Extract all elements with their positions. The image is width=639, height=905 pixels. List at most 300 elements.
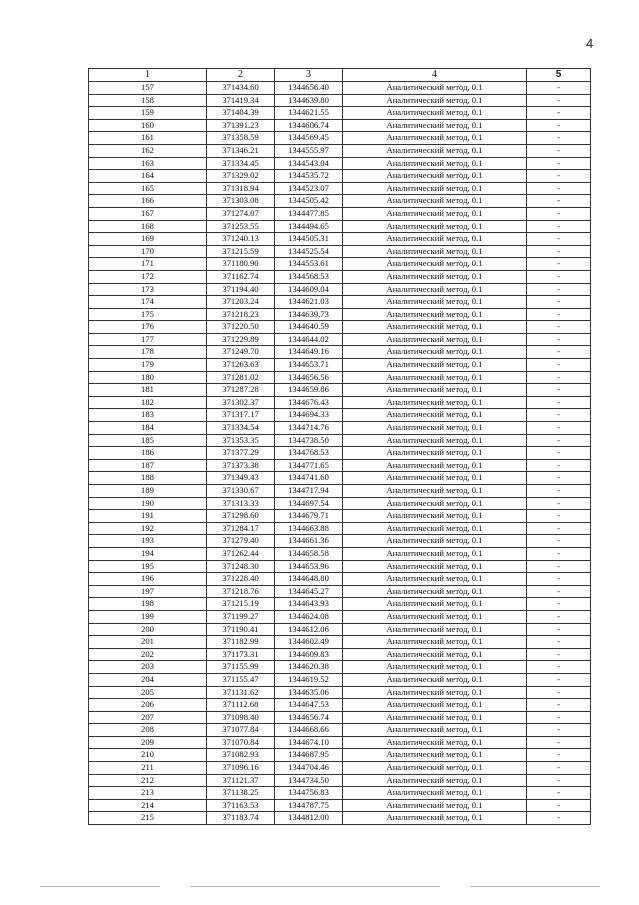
method-accuracy-cell: Аналитический метод, 0.1 [343, 749, 527, 762]
point-number-cell: 201 [89, 636, 207, 649]
method-accuracy-cell: Аналитический метод, 0.1 [343, 283, 527, 296]
method-accuracy-cell: Аналитический метод, 0.1 [343, 787, 527, 800]
point-number-cell: 192 [89, 522, 207, 535]
y-coordinate-cell: 1344569.45 [275, 132, 343, 145]
y-coordinate-cell: 1344647.53 [275, 699, 343, 712]
y-coordinate-cell: 1344676.43 [275, 396, 343, 409]
point-number-cell: 198 [89, 598, 207, 611]
y-coordinate-cell: 1344653.96 [275, 560, 343, 573]
note-cell: - [527, 321, 591, 334]
method-accuracy-cell: Аналитический метод, 0.1 [343, 711, 527, 724]
method-accuracy-cell: Аналитический метод, 0.1 [343, 673, 527, 686]
table-row [89, 560, 591, 573]
y-coordinate-cell: 1344639.73 [275, 308, 343, 321]
point-number-cell: 211 [89, 762, 207, 775]
method-accuracy-cell: Аналитический метод, 0.1 [343, 434, 527, 447]
table-row [89, 598, 591, 611]
method-accuracy-cell: Аналитический метод, 0.1 [343, 207, 527, 220]
y-coordinate-cell: 1344687.95 [275, 749, 343, 762]
point-number-cell: 183 [89, 409, 207, 422]
note-cell: - [527, 308, 591, 321]
x-coordinate-cell: 371218.76 [207, 585, 275, 598]
point-number-cell: 189 [89, 485, 207, 498]
table-row [89, 409, 591, 422]
note-cell: - [527, 522, 591, 535]
method-accuracy-cell: Аналитический метод, 0.1 [343, 396, 527, 409]
point-number-cell: 203 [89, 661, 207, 674]
point-number-cell: 215 [89, 812, 207, 825]
y-coordinate-cell: 1344523.07 [275, 182, 343, 195]
note-cell: - [527, 82, 591, 95]
table-body [89, 82, 591, 825]
table-row [89, 107, 591, 120]
point-number-cell: 174 [89, 296, 207, 309]
x-coordinate-cell: 371318.94 [207, 182, 275, 195]
y-coordinate-cell: 1344653.71 [275, 359, 343, 372]
method-accuracy-cell: Аналитический метод, 0.1 [343, 762, 527, 775]
table-row [89, 371, 591, 384]
x-coordinate-cell: 371112.68 [207, 699, 275, 712]
x-coordinate-cell: 371180.90 [207, 258, 275, 271]
y-coordinate-cell: 1344658.58 [275, 547, 343, 560]
note-cell: - [527, 711, 591, 724]
note-cell: - [527, 119, 591, 132]
note-cell: - [527, 157, 591, 170]
point-number-cell: 205 [89, 686, 207, 699]
header-col-5: 5 [527, 69, 591, 82]
note-cell: - [527, 736, 591, 749]
method-accuracy-cell: Аналитический метод, 0.1 [343, 661, 527, 674]
y-coordinate-cell: 1344635.06 [275, 686, 343, 699]
table-row [89, 762, 591, 775]
note-cell: - [527, 220, 591, 233]
method-accuracy-cell: Аналитический метод, 0.1 [343, 182, 527, 195]
x-coordinate-cell: 371194.40 [207, 283, 275, 296]
table-row [89, 447, 591, 460]
point-number-cell: 212 [89, 774, 207, 787]
point-number-cell: 166 [89, 195, 207, 208]
point-number-cell: 161 [89, 132, 207, 145]
point-number-cell: 202 [89, 648, 207, 661]
method-accuracy-cell: Аналитический метод, 0.1 [343, 472, 527, 485]
y-coordinate-cell: 1344768.53 [275, 447, 343, 460]
point-number-cell: 188 [89, 472, 207, 485]
method-accuracy-cell: Аналитический метод, 0.1 [343, 686, 527, 699]
y-coordinate-cell: 1344620.38 [275, 661, 343, 674]
method-accuracy-cell: Аналитический метод, 0.1 [343, 384, 527, 397]
note-cell: - [527, 384, 591, 397]
x-coordinate-cell: 371377.29 [207, 447, 275, 460]
table-row [89, 547, 591, 560]
note-cell: - [527, 459, 591, 472]
note-cell: - [527, 699, 591, 712]
table-row [89, 182, 591, 195]
point-number-cell: 182 [89, 396, 207, 409]
note-cell: - [527, 497, 591, 510]
method-accuracy-cell: Аналитический метод, 0.1 [343, 547, 527, 560]
method-accuracy-cell: Аналитический метод, 0.1 [343, 170, 527, 183]
note-cell: - [527, 762, 591, 775]
point-number-cell: 163 [89, 157, 207, 170]
point-number-cell: 199 [89, 610, 207, 623]
note-cell: - [527, 371, 591, 384]
note-cell: - [527, 233, 591, 246]
method-accuracy-cell: Аналитический метод, 0.1 [343, 346, 527, 359]
x-coordinate-cell: 371279.40 [207, 535, 275, 548]
y-coordinate-cell: 1344648.80 [275, 573, 343, 586]
table-row [89, 132, 591, 145]
table-row [89, 195, 591, 208]
table-row [89, 711, 591, 724]
x-coordinate-cell: 371419.34 [207, 94, 275, 107]
x-coordinate-cell: 371215.19 [207, 598, 275, 611]
x-coordinate-cell: 371228.40 [207, 573, 275, 586]
y-coordinate-cell: 1344787.75 [275, 799, 343, 812]
note-cell: - [527, 333, 591, 346]
note-cell: - [527, 510, 591, 523]
table-row [89, 283, 591, 296]
note-cell: - [527, 283, 591, 296]
note-cell: - [527, 610, 591, 623]
y-coordinate-cell: 1344656.74 [275, 711, 343, 724]
method-accuracy-cell: Аналитический метод, 0.1 [343, 510, 527, 523]
x-coordinate-cell: 371248.30 [207, 560, 275, 573]
x-coordinate-cell: 371155.47 [207, 673, 275, 686]
y-coordinate-cell: 1344734.50 [275, 774, 343, 787]
point-number-cell: 187 [89, 459, 207, 472]
note-cell: - [527, 560, 591, 573]
y-coordinate-cell: 1344659.86 [275, 384, 343, 397]
point-number-cell: 171 [89, 258, 207, 271]
x-coordinate-cell: 371281.02 [207, 371, 275, 384]
note-cell: - [527, 346, 591, 359]
method-accuracy-cell: Аналитический метод, 0.1 [343, 485, 527, 498]
y-coordinate-cell: 1344621.03 [275, 296, 343, 309]
x-coordinate-cell: 371263.63 [207, 359, 275, 372]
table-row [89, 787, 591, 800]
y-coordinate-cell: 1344649.16 [275, 346, 343, 359]
note-cell: - [527, 472, 591, 485]
method-accuracy-cell: Аналитический метод, 0.1 [343, 585, 527, 598]
note-cell: - [527, 409, 591, 422]
table-row [89, 296, 591, 309]
point-number-cell: 194 [89, 547, 207, 560]
x-coordinate-cell: 371240.13 [207, 233, 275, 246]
method-accuracy-cell: Аналитический метод, 0.1 [343, 308, 527, 321]
point-number-cell: 160 [89, 119, 207, 132]
note-cell: - [527, 422, 591, 435]
table-row [89, 585, 591, 598]
point-number-cell: 177 [89, 333, 207, 346]
method-accuracy-cell: Аналитический метод, 0.1 [343, 132, 527, 145]
y-coordinate-cell: 1344639.80 [275, 94, 343, 107]
y-coordinate-cell: 1344668.66 [275, 724, 343, 737]
note-cell: - [527, 94, 591, 107]
note-cell: - [527, 724, 591, 737]
y-coordinate-cell: 1344656.40 [275, 82, 343, 95]
method-accuracy-cell: Аналитический метод, 0.1 [343, 220, 527, 233]
point-number-cell: 185 [89, 434, 207, 447]
method-accuracy-cell: Аналитический метод, 0.1 [343, 459, 527, 472]
note-cell: - [527, 182, 591, 195]
y-coordinate-cell: 1344663.88 [275, 522, 343, 535]
x-coordinate-cell: 371138.25 [207, 787, 275, 800]
y-coordinate-cell: 1344771.65 [275, 459, 343, 472]
point-number-cell: 176 [89, 321, 207, 334]
note-cell: - [527, 686, 591, 699]
point-number-cell: 193 [89, 535, 207, 548]
table-row [89, 510, 591, 523]
table-row [89, 699, 591, 712]
table-row [89, 82, 591, 95]
header-col-4: 4 [343, 69, 527, 82]
note-cell: - [527, 661, 591, 674]
table-row [89, 749, 591, 762]
method-accuracy-cell: Аналитический метод, 0.1 [343, 245, 527, 258]
table-row [89, 535, 591, 548]
table-row [89, 119, 591, 132]
x-coordinate-cell: 371218.23 [207, 308, 275, 321]
y-coordinate-cell: 1344674.10 [275, 736, 343, 749]
note-cell: - [527, 207, 591, 220]
note-cell: - [527, 812, 591, 825]
note-cell: - [527, 359, 591, 372]
note-cell: - [527, 573, 591, 586]
note-cell: - [527, 598, 591, 611]
point-number-cell: 204 [89, 673, 207, 686]
table-row [89, 384, 591, 397]
point-number-cell: 210 [89, 749, 207, 762]
note-cell: - [527, 447, 591, 460]
footer-rule-left [40, 886, 160, 887]
y-coordinate-cell: 1344643.93 [275, 598, 343, 611]
point-number-cell: 169 [89, 233, 207, 246]
y-coordinate-cell: 1344741.60 [275, 472, 343, 485]
x-coordinate-cell: 371173.31 [207, 648, 275, 661]
x-coordinate-cell: 371353.35 [207, 434, 275, 447]
table-row [89, 359, 591, 372]
point-number-cell: 181 [89, 384, 207, 397]
method-accuracy-cell: Аналитический метод, 0.1 [343, 573, 527, 586]
x-coordinate-cell: 371215.59 [207, 245, 275, 258]
x-coordinate-cell: 371155.99 [207, 661, 275, 674]
point-number-cell: 197 [89, 585, 207, 598]
table-row [89, 396, 591, 409]
x-coordinate-cell: 371298.60 [207, 510, 275, 523]
method-accuracy-cell: Аналитический метод, 0.1 [343, 195, 527, 208]
method-accuracy-cell: Аналитический метод, 0.1 [343, 296, 527, 309]
x-coordinate-cell: 371229.89 [207, 333, 275, 346]
x-coordinate-cell: 371287.28 [207, 384, 275, 397]
page-number: 4 [586, 36, 594, 51]
method-accuracy-cell: Аналитический метод, 0.1 [343, 736, 527, 749]
point-number-cell: 200 [89, 623, 207, 636]
method-accuracy-cell: Аналитический метод, 0.1 [343, 610, 527, 623]
note-cell: - [527, 485, 591, 498]
header-col-3: 3 [275, 69, 343, 82]
footer-rule-right [470, 886, 600, 887]
method-accuracy-cell: Аналитический метод, 0.1 [343, 94, 527, 107]
y-coordinate-cell: 1344645.27 [275, 585, 343, 598]
table-row [89, 258, 591, 271]
y-coordinate-cell: 1344535.72 [275, 170, 343, 183]
x-coordinate-cell: 371262.44 [207, 547, 275, 560]
y-coordinate-cell: 1344555.97 [275, 144, 343, 157]
method-accuracy-cell: Аналитический метод, 0.1 [343, 107, 527, 120]
x-coordinate-cell: 371373.38 [207, 459, 275, 472]
note-cell: - [527, 585, 591, 598]
note-cell: - [527, 296, 591, 309]
table-row [89, 774, 591, 787]
method-accuracy-cell: Аналитический метод, 0.1 [343, 371, 527, 384]
point-number-cell: 213 [89, 787, 207, 800]
table-row [89, 170, 591, 183]
table-row [89, 459, 591, 472]
y-coordinate-cell: 1344505.31 [275, 233, 343, 246]
y-coordinate-cell: 1344568.53 [275, 270, 343, 283]
method-accuracy-cell: Аналитический метод, 0.1 [343, 409, 527, 422]
method-accuracy-cell: Аналитический метод, 0.1 [343, 560, 527, 573]
x-coordinate-cell: 371121.37 [207, 774, 275, 787]
y-coordinate-cell: 1344756.83 [275, 787, 343, 800]
point-number-cell: 179 [89, 359, 207, 372]
point-number-cell: 207 [89, 711, 207, 724]
method-accuracy-cell: Аналитический метод, 0.1 [343, 724, 527, 737]
table-row [89, 346, 591, 359]
y-coordinate-cell: 1344606.74 [275, 119, 343, 132]
method-accuracy-cell: Аналитический метод, 0.1 [343, 422, 527, 435]
x-coordinate-cell: 371303.08 [207, 195, 275, 208]
table-row [89, 812, 591, 825]
note-cell: - [527, 799, 591, 812]
method-accuracy-cell: Аналитический метод, 0.1 [343, 119, 527, 132]
note-cell: - [527, 749, 591, 762]
x-coordinate-cell: 371284.17 [207, 522, 275, 535]
point-number-cell: 172 [89, 270, 207, 283]
table-row [89, 661, 591, 674]
method-accuracy-cell: Аналитический метод, 0.1 [343, 333, 527, 346]
note-cell: - [527, 673, 591, 686]
x-coordinate-cell: 371082.93 [207, 749, 275, 762]
x-coordinate-cell: 371249.70 [207, 346, 275, 359]
header-col-2: 2 [207, 69, 275, 82]
x-coordinate-cell: 371077.84 [207, 724, 275, 737]
y-coordinate-cell: 1344679.71 [275, 510, 343, 523]
table-row [89, 636, 591, 649]
method-accuracy-cell: Аналитический метод, 0.1 [343, 535, 527, 548]
y-coordinate-cell: 1344704.46 [275, 762, 343, 775]
table-row [89, 648, 591, 661]
note-cell: - [527, 270, 591, 283]
table-row [89, 308, 591, 321]
x-coordinate-cell: 371302.37 [207, 396, 275, 409]
y-coordinate-cell: 1344812.00 [275, 812, 343, 825]
table-row [89, 573, 591, 586]
point-number-cell: 157 [89, 82, 207, 95]
y-coordinate-cell: 1344609.83 [275, 648, 343, 661]
table-header-row [89, 69, 591, 82]
note-cell: - [527, 623, 591, 636]
method-accuracy-cell: Аналитический метод, 0.1 [343, 799, 527, 812]
x-coordinate-cell: 371131.62 [207, 686, 275, 699]
note-cell: - [527, 195, 591, 208]
table-row [89, 233, 591, 246]
point-number-cell: 170 [89, 245, 207, 258]
point-number-cell: 159 [89, 107, 207, 120]
point-number-cell: 190 [89, 497, 207, 510]
point-number-cell: 175 [89, 308, 207, 321]
table-row [89, 434, 591, 447]
y-coordinate-cell: 1344644.02 [275, 333, 343, 346]
note-cell: - [527, 648, 591, 661]
x-coordinate-cell: 371190.41 [207, 623, 275, 636]
table-row [89, 673, 591, 686]
method-accuracy-cell: Аналитический метод, 0.1 [343, 258, 527, 271]
x-coordinate-cell: 371330.67 [207, 485, 275, 498]
note-cell: - [527, 258, 591, 271]
note-cell: - [527, 787, 591, 800]
table-row [89, 472, 591, 485]
method-accuracy-cell: Аналитический метод, 0.1 [343, 447, 527, 460]
note-cell: - [527, 144, 591, 157]
y-coordinate-cell: 1344661.36 [275, 535, 343, 548]
point-number-cell: 209 [89, 736, 207, 749]
x-coordinate-cell: 371317.17 [207, 409, 275, 422]
note-cell: - [527, 547, 591, 560]
method-accuracy-cell: Аналитический метод, 0.1 [343, 636, 527, 649]
method-accuracy-cell: Аналитический метод, 0.1 [343, 144, 527, 157]
table-row [89, 610, 591, 623]
y-coordinate-cell: 1344477.85 [275, 207, 343, 220]
note-cell: - [527, 132, 591, 145]
point-number-cell: 196 [89, 573, 207, 586]
y-coordinate-cell: 1344738.50 [275, 434, 343, 447]
note-cell: - [527, 535, 591, 548]
table-row [89, 485, 591, 498]
y-coordinate-cell: 1344640.59 [275, 321, 343, 334]
method-accuracy-cell: Аналитический метод, 0.1 [343, 233, 527, 246]
y-coordinate-cell: 1344494.65 [275, 220, 343, 233]
table-row [89, 799, 591, 812]
x-coordinate-cell: 371358.59 [207, 132, 275, 145]
x-coordinate-cell: 371329.02 [207, 170, 275, 183]
table-row [89, 686, 591, 699]
note-cell: - [527, 396, 591, 409]
table-row [89, 220, 591, 233]
point-number-cell: 180 [89, 371, 207, 384]
point-number-cell: 162 [89, 144, 207, 157]
point-number-cell: 164 [89, 170, 207, 183]
x-coordinate-cell: 371096.16 [207, 762, 275, 775]
table-row [89, 333, 591, 346]
method-accuracy-cell: Аналитический метод, 0.1 [343, 774, 527, 787]
table-row [89, 321, 591, 334]
y-coordinate-cell: 1344656.56 [275, 371, 343, 384]
point-number-cell: 206 [89, 699, 207, 712]
point-number-cell: 158 [89, 94, 207, 107]
method-accuracy-cell: Аналитический метод, 0.1 [343, 497, 527, 510]
note-cell: - [527, 245, 591, 258]
x-coordinate-cell: 371349.43 [207, 472, 275, 485]
x-coordinate-cell: 371163.53 [207, 799, 275, 812]
y-coordinate-cell: 1344714.76 [275, 422, 343, 435]
table-row [89, 270, 591, 283]
table-row [89, 623, 591, 636]
x-coordinate-cell: 371274.07 [207, 207, 275, 220]
point-number-cell: 167 [89, 207, 207, 220]
x-coordinate-cell: 371220.50 [207, 321, 275, 334]
x-coordinate-cell: 371182.99 [207, 636, 275, 649]
